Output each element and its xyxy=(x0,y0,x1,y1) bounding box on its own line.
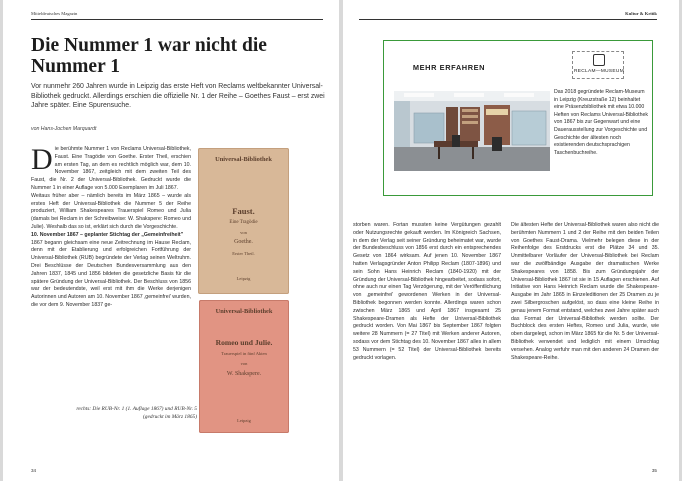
body-paragraph-3: 1867 begann gleichsam eine neue Zeitrechnung im Hause Reclam, denn mit der Etablierung und erfolgreichen Fortführung der Universal-Bibliothek (RUB) begründete der Verlag seinen Weltruhm. Drei Beschlüsse der Deutschen Bundesversammlung aus den Jahren 1837, 1845 und 1856 bildeten die gesetzliche Basis für die spätere Gründung der Universal-Bibliothek. Der Beschluss von 1856 war der bedeutendste, weil erst mit ihm die Werke derjenigen Autorinnen und Autoren am 10. November 1867 ‚gemeinfrei' wurden, die vor dem 9. November 1837 ge- xyxy=(31,239,191,308)
book-1-title: Faust. xyxy=(232,206,255,216)
image-caption: rechts: Die RUB-Nr. 1 (1. Auflage 1867) und RUB-Nr. 5 (gedruckt im März 1865) xyxy=(76,406,197,421)
body-paragraph-2: Weitaus früher aber – nämlich bereits im März 1865 – wurde als erstes Heft der Universal-Bibliothek die Nummer 5 der Reihe produziert, William Shakespeares Trauerspiel Romeo und Julia (damals bei Reclam in der Schreibweise: W. Shakspere: Romeo und Julie). Weshalb das so ist, erklärt sich durch die Vorgeschichte. xyxy=(31,192,191,230)
column-3-text: Die ältesten Hefte der Universal-Bibliothek waren also nicht die berühmten Nummern 1 und 2 der Reihe mit den beiden Teilen von Goethes Faust-Drama. Vielmehr belegen diese in der Reihenfolge des Erstdrucks erst die Plätze 34 und 35. Unmittelbarer Vorläufer der Universal-Bibliothek bei Reclam war die zwölfbändige Ausgabe der dramatischen Werke Shakespeares von 1858. Bis zum Gründungsjahr der Universal-Bibliothek 1867 ist sie in 15 Auflagen erschienen. Auf Initiative von Hans Heinrich Reclam wurde die Shakespeare-Ausgabe im Jahr 1865 in Einzeleditionen der 25 Dramen zu je zwei Silbergroschen aufgelöst, so dass eine kleine Reihe in genau jenem Format entstand, welches zwei Jahre später auch das Format der Universal-Bibliothek werden sollte. Der Buchblock des ersten Heftes, Romeo und Julia, wurde, wie oben dargelegt, schon im März 1865 für die Nr. 5 der Universal-Bibliothek verwendet und lediglich mit einem Umschlag versehen. Analog verfuhr man mit den anderen 24 Dramen der Shakespeare-Reihe. xyxy=(511,222,659,361)
museum-description: Das 2018 gegründete Reclam-Museum in Leipzig (Kreuzstraße 12) beinhaltet eine Präsenzbibliothek mit etwa 10.000 Heften von Reclams Universal-Bibliothek von 1867 bis zur Gegenwart und eine Dauerausstellung zur Vorgeschichte und Geschichte der ältesten noch existierenden deutschsprachigen Taschenbuchreihe. xyxy=(554,89,648,156)
romeo-booklet-cover xyxy=(199,300,289,433)
book-2-author: W. Shakspere. xyxy=(226,371,262,377)
section-subhead: 10. November 1867 – geplanter Stichtag der „Gemeinfreiheit" xyxy=(31,231,184,238)
book-1-part: Erster Theil. xyxy=(232,251,255,256)
article-headline: Die Nummer 1 war nicht die Nummer 1 xyxy=(31,35,267,77)
faust-booklet-cover xyxy=(198,148,289,294)
header-rule-right xyxy=(359,19,657,20)
running-head-left: Mitteldeutsches Magazin xyxy=(31,11,78,16)
book-1-series-title: Universal-Bibliothek xyxy=(215,156,272,163)
article-lede: Vor nunmehr 260 Jahren wurde in Leipzig das erste Heft von Reclams weltbekannter Universal-Bibliothek gedruckt. Allerdings erschien die offizielle Nr. 1 der Reihe – Goethes Faust – erst zwei Jahre später. Eine Spurensuche. xyxy=(31,83,325,110)
book-2-subtitle: Trauerspiel in fünf Akten xyxy=(221,351,267,356)
page-number-right: 35 xyxy=(651,468,657,473)
book-1-von: von xyxy=(240,230,247,235)
running-head-right: Kultur & Kritik xyxy=(625,11,657,16)
reclam-museum-logo xyxy=(572,51,624,79)
book-1-subtitle: Eine Tragödie xyxy=(229,220,258,225)
article-byline: von Hans-Jochen Marquardt xyxy=(31,126,97,132)
info-box-title: MEHR ERFAHREN xyxy=(412,63,486,72)
logo-text: RECLAM—MUSEUM xyxy=(573,69,624,74)
left-page xyxy=(3,0,339,481)
header-rule-left xyxy=(31,19,323,20)
book-2-von: von xyxy=(240,361,248,366)
body-paragraph-1: ie berühmte Nummer 1 von Reclams Universal-Bibliothek, Faust. Eine Tragödie von Goethe. Erster Theil, erschien am ersten Tag, an dem es rechtlich möglich war, dem 10. November 1867, zeitgleich mit dem zweiten Teil des Faust, die Nr. 2 der Universal-Bibliothek. Gedruckt wurde die Nummer 1 in einer Auflage von 5.000 Exemplaren im Juli 1867. xyxy=(31,146,191,191)
right-page xyxy=(343,0,679,481)
museum-interior-photo xyxy=(394,91,550,171)
book-1-author: Goethe. xyxy=(234,239,253,245)
drop-cap: D xyxy=(31,143,53,176)
book-2-series-title: Universal-Bibliothek xyxy=(215,308,273,315)
right-text-column-2 xyxy=(511,222,659,362)
reclam-logo-mark xyxy=(593,54,605,66)
book-2-imprint: Leipzig xyxy=(237,418,251,423)
left-text-column xyxy=(31,143,191,310)
book-2-title: Romeo und Julie. xyxy=(215,338,273,347)
right-text-column-1 xyxy=(353,222,501,362)
page-number-left: 34 xyxy=(31,468,37,473)
column-2-text: storben waren. Fortan mussten keine Vergütungen gezahlt oder Nutzungsrechte gekauft werden. Im Königreich Sachsen, in dem der Verlag seit seiner Gründung beheimatet war, wurde der Bundesbeschluss von 1856 erst durch ein entsprechendes Gesetz von 1864 wirksam. Auf jenen 10. November 1867 hatten Verlagsgründer Anton Philipp Reclam (1807-1896) und sein Sohn Hans Heinrich Reclam (1840-1920) mit der Gründung der Universal-Bibliothek hingearbeitet, sodass sofort, ohne auch nur einen Tag Verzögerung, mit der Veröffentlichung von ‚gemeinfrei' gewordenen Werken in der Universal-Bibliothek begonnen werden konnte. Allerdings waren schon zwischen März 1865 und April 1867 insgesamt 25 Shakespeare-Dramen als Hefte der Universal-Bibliothek gedruckt worden. Von Mai 1867 bis September 1867 folgten weitere 28 Nummern (= 27 Titel) mit Werken anderer Autoren, sodass vor dem Stichtag des 10. November 1867 alles in allem 53 Nummern (= 52 Titel) der Universal-Bibliothek bereits gedruckt vorlagen. xyxy=(353,222,501,361)
book-1-imprint: Leipzig xyxy=(236,276,251,281)
museum-info-box xyxy=(383,40,653,196)
